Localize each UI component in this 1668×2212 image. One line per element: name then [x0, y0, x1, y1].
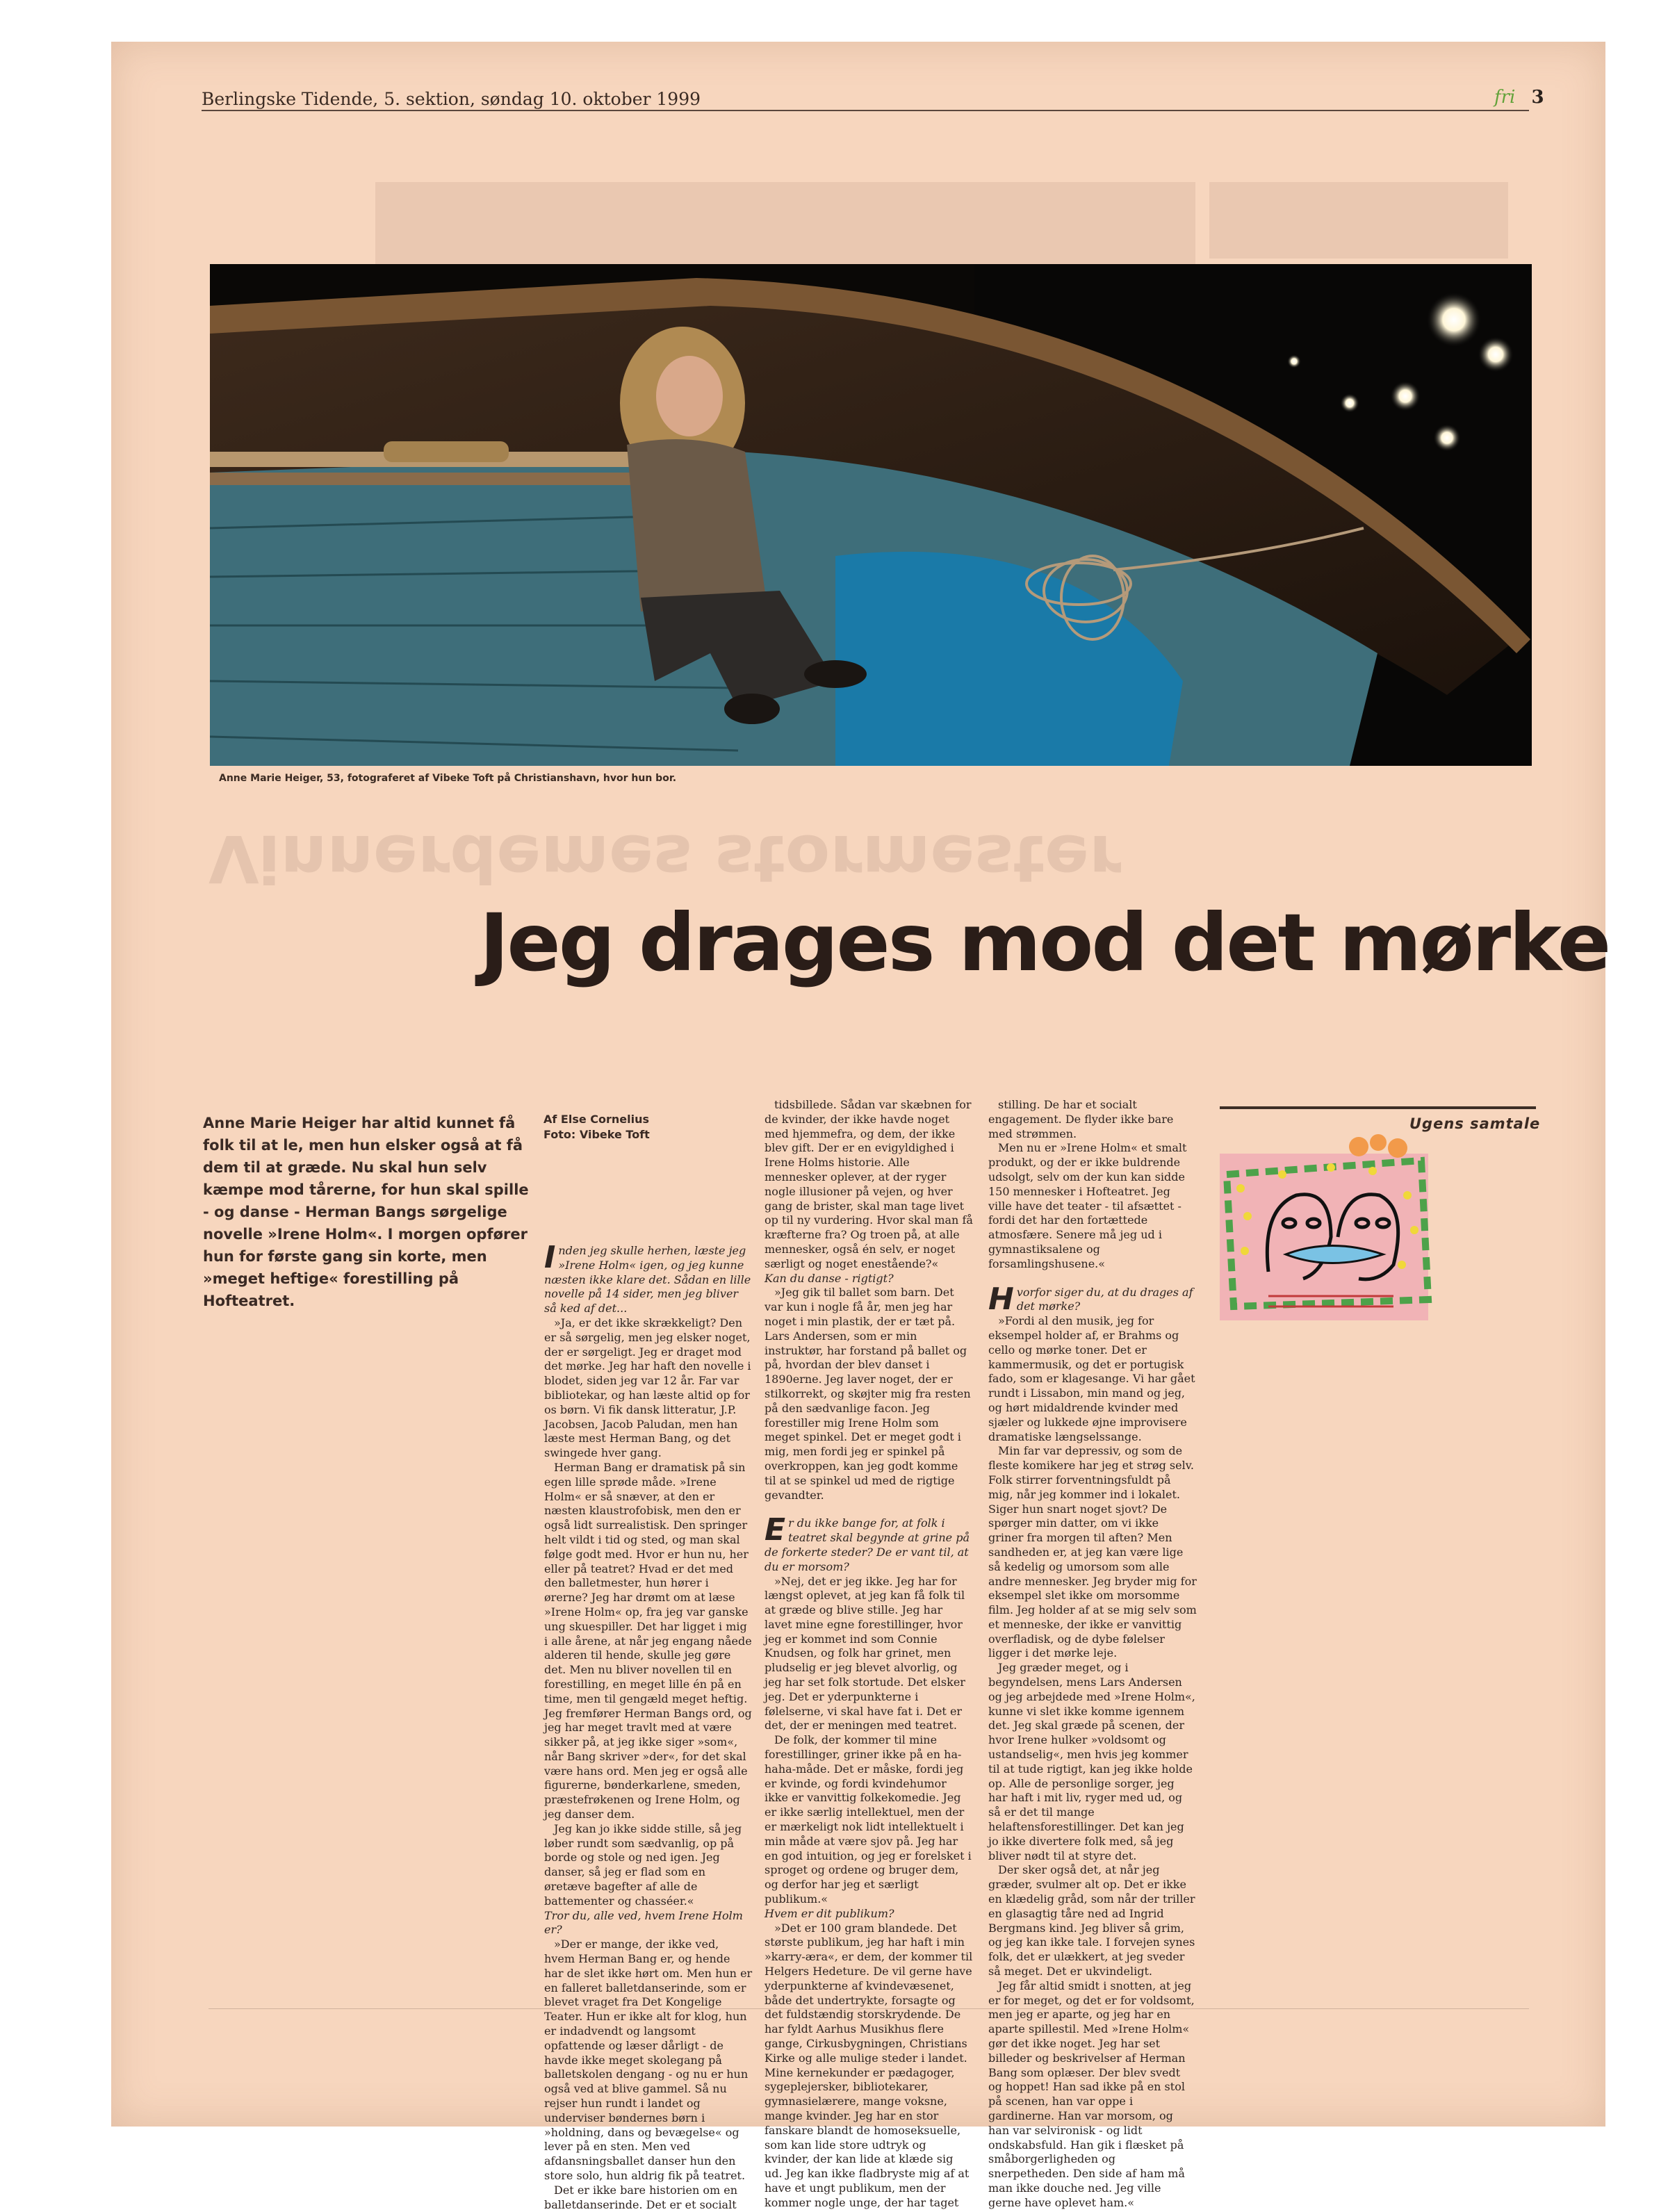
- header-rule: [202, 110, 1529, 111]
- paragraph-text: tidsbillede. Sådan var skæbnen for de kvinder, der ikke havde noget med hjemmefra, og dem, der ikke blev gift. Der er en evigyldighed i Irene Holms historie. Alle mennesker oplever, at der ryger nogle illusioner på vejen, og hver gang de brister, skal man tage livet op til ny vurdering. Hvor skal man få kræfterne fra? Og troen på, at alle mennesker, også én selv, er noget særligt og noget enestående?«: [764, 1098, 973, 1270]
- paragraph-text: Tror du, alle ved, hvem Irene Holm er?: [544, 1908, 743, 1937]
- paragraph-text: stilling. De har et socialt engagement. De flyder ikke bare med strømmen.: [988, 1098, 1174, 1140]
- photo-caption: Anne Marie Heiger, 53, fotograferet af Vibeke Toft på Christianshavn, hvor hun bor.: [219, 773, 677, 784]
- body-column-2: [764, 1098, 973, 2211]
- paragraph-text: Jeg græder meget, og i begyndelsen, mens Lars Andersen og jeg arbejdede med »Irene Holm«, kunne vi slet ikke komme igennem det. Jeg skal græde på scenen, der hvor Irene hulker »voldsomt og ustandselig«, men hvis jeg kommer til at tude rigtigt, kan jeg ikke holde op. Alle de personlige sorger, jeg har haft i mit liv, ryger med ud, og så er det til mange helaftensforestillinger. Det kan jeg jo ikke divertere folk med, så jeg bliver nødt til at styre det.: [988, 1661, 1195, 1862]
- interview-question: [764, 1272, 973, 1286]
- article-lead: Anne Marie Heiger har altid kunnet få folk til at le, men hun elsker også at få dem til at græde. Nu skal hun selv kæmpe mod tårerne, for hun skal spille - og danse - Herman Bangs sørgelige novelle »Irene Holm«. I morgen opfører hun for første gang sin korte, men »meget heftige« forestilling på Hofteatret.: [203, 1115, 529, 1309]
- body-paragraph: [544, 2184, 753, 2212]
- sidebar-label: Ugens samtale: [1409, 1115, 1541, 1132]
- paragraph-text: »Nej, det er jeg ikke. Jeg har for længst oplevet, at jeg kan få folk til at græde og blive stille. Jeg har lavet mine egne forestillinger, hvor jeg er kommet ind som Connie Knudsen, og folk har grinet, men pludselig er jeg blevet alvorlig, og jeg har set folk stortude. Det elsker jeg. Det er yderpunkterne i følelserne, vi skal have fat i. Det er det, der er meningen med teatret.: [764, 1574, 965, 1732]
- paragraph-text: »Fordi al den musik, jeg for eksempel holder af, er Brahms og cello og mørke toner. Det er kammermusik, og det er portugisk fado, som er klagesange. Vi har gået rundt i Lissabon, min mand og jeg, og hørt midaldrende kvinder med sjæler og lukkede øjne improvisere dramatiske længselssange.: [988, 1314, 1195, 1443]
- paragraph-text: Hvem er dit publikum?: [764, 1906, 894, 1920]
- paragraph-text: vorfor siger du, at du drages af det mørke?: [1016, 1285, 1193, 1313]
- paragraph-text: »Det er 100 gram blandede. Det største publikum, jeg har haft i min »karry-æra«, er dem, der kommer til Helgers Hedeture. De vil gerne have yderpunkterne af kvindevæsenet, både det undertrykte, forsagte og det fuldstændig storskrydende. De har fyldt Aarhus Musikhus flere gange, Cirkusbygningen, Christians Kirke og alle mulige steder i landet. Mine kernekunder er pædagoger, sygeplejersker, bibliotekarer, gymnasielærere, mange voksne, mange kvinder. Jeg har en stor fanskare blandt de homoseksuelle, som kan lide store udtryk og kvinder, der kan lide at klæde sig ud. Jeg kan ikke fladbryste mig af at have et ungt publikum, men der kommer nogle unge, der har taget: [764, 1921, 973, 2209]
- body-paragraph: [544, 1461, 753, 1822]
- interview-question: [764, 1907, 973, 1922]
- paragraph-text: Jeg får altid smidt i snotten, at jeg er for meget, og det er for voldsomt, men jeg er aparte, og jeg har en aparte spillestil. Med »Irene Holm« gør det ikke noget. Jeg har set billeder og beskrivelser af Herman Bang som oplæser. Der blev svedt og hoppet! Han sad ikke på en stol på scenen, han var oppe i gardinerne. Han var morsom, og han var selvironisk - og lidt ondskabsfuld. Han gik i flæsket på småborgerligheden og snerpetheden. Den side af ham må man ikke douche ned. Jeg ville gerne have oplevet ham.«: [988, 1978, 1195, 2209]
- byline-photo-credit: Foto: Vibeke Toft: [543, 1128, 650, 1141]
- drop-cap: H: [988, 1281, 1014, 1317]
- paragraph-text: Min far var depressiv, og som de fleste komikere har jeg et strøg selv. Folk stirrer forventningsfuldt på mig, når jeg kommer ind i lokalet. Siger hun snart noget sjovt? De spørger min datter, om vi ikke griner fra morgen til aften? Men sandheden er, at jeg kan være lige så kedelig og umorsom som alle andre mennesker. Jeg bryder mig for eksempel slet ikke om morsomme film. Jeg holder af at se mig selv som et menneske, der ikke er vanvittig overfladisk, og de dybe følelser ligger i det mørke leje.: [988, 1444, 1197, 1660]
- showthrough-headline: Vinnerdemes stormester: [208, 820, 1122, 896]
- running-head: Berlingske Tidende, 5. sektion, søndag 10. oktober 1999: [202, 89, 701, 109]
- interview-question: [544, 1240, 753, 1316]
- boat-scene-illustration: [210, 264, 1532, 766]
- headline: Jeg drages mod det mørke: [480, 896, 1610, 989]
- body-paragraph: [544, 1937, 753, 2184]
- body-paragraph: [764, 1286, 973, 1502]
- page-number-block: [1494, 87, 1544, 108]
- interview-question: [764, 1512, 973, 1574]
- body-column-1: [544, 1230, 753, 2212]
- bottom-rule: [208, 2008, 1529, 2009]
- body-paragraph: [764, 1098, 973, 1272]
- body-paragraph: [764, 1575, 973, 1734]
- paragraph-text: nden jeg skulle herhen, læste jeg »Irene Holm« igen, og jeg kunne næsten ikke klare det. Sådan en lille novelle på 14 sider, men jeg bliver så ked af det...: [544, 1244, 751, 1316]
- interview-question: [544, 1909, 753, 1938]
- paragraph-text: Der sker også det, at når jeg græder, svulmer alt op. Det er ikke en klædelig gråd, som når der triller en glasagtig tåre ned ad Ingrid Bergmans kind. Jeg bliver så grim, og jeg kan ikke tale. I forvejen synes folk, det er ulækkert, at jeg sveder så meget. Det er ukvindeligt.: [988, 1863, 1195, 1978]
- paragraph-text: »Ja, er det ikke skrækkeligt? Den er så sørgelig, men jeg elsker noget, der er sørgeligt. Jeg er draget mod det mørke. Jeg har haft den novelle i blodet, siden jeg var 12 år. Far var bibliotekar, og han læste altid op for os børn. Vi fik dansk litteratur, J.P. Jacobsen, Jacob Paludan, men han læste mest Herman Bang, og det swingede hver gang.: [544, 1316, 751, 1460]
- ugens-samtale-logo-artwork: [1220, 1133, 1449, 1327]
- article-photo: [210, 264, 1532, 766]
- body-paragraph: [988, 1141, 1197, 1271]
- byline-author: Af Else Cornelius: [543, 1113, 650, 1126]
- body-paragraph: [764, 1733, 973, 1907]
- page-number: 3: [1531, 87, 1544, 108]
- showthrough-block: [375, 182, 1195, 264]
- byline: [543, 1112, 766, 1142]
- section-name: fri: [1494, 87, 1516, 108]
- paragraph-text: Det er ikke bare historien om en balletdanserinde. Det er et socialt: [544, 2183, 738, 2211]
- body-paragraph: [988, 1979, 1197, 2211]
- body-paragraph: [544, 1316, 753, 1461]
- sidebar-rule: [1220, 1106, 1536, 1109]
- interview-question: [988, 1281, 1197, 1317]
- drop-cap: E: [764, 1512, 786, 1548]
- paragraph-text: De folk, der kommer til mine forestillinger, griner ikke på en ha-haha-måde. Det er måske, fordi jeg er kvinde, og fordi kvindehumor ikke er vanvittig folkekomedie. Jeg er ikke særlig intellektuel, men der er mærkeligt nok lidt intellektuelt i min måde at være sjov på. Jeg har en god intuition, og jeg er forelsket i sproget og ordene og bruger dem, og derfor har jeg et særligt publikum.«: [764, 1733, 972, 1906]
- body-paragraph: [988, 1444, 1197, 1661]
- body-paragraph: [988, 1863, 1197, 1978]
- showthrough-block: [1209, 182, 1508, 259]
- paragraph-text: »Jeg gik til ballet som barn. Det var kun i nogle få år, men jeg har noget i min plastik, der er tæt på. Lars Andersen, som er min instruktør, har forstand på ballet og på, hvordan der blev danset i 1890erne. Jeg laver noget, der er stilkorrekt, og skøjter mig fra resten på den sædvanlige facon. Jeg forestiller mig Irene Holm som meget spinkel. Det er meget godt i mig, men fordi jeg er spinkel på overkroppen, kan jeg godt komme til at se spinkel ud med de rigtige gevandter.: [764, 1286, 971, 1502]
- body-paragraph: [988, 1314, 1197, 1444]
- paragraph-text: Herman Bang er dramatisk på sin egen lille sprøde måde. »Irene Holm« er så snæver, at den er næsten klaustrofobisk, men den er også lidt surrealistisk. Den springer helt vildt i tid og sted, og man skal følge godt med. Hvor er hun nu, her eller på teatret? Hvad er det med den balletmester, hun hører i ørerne? Jeg har drømt om at læse »Irene Holm« op, fra jeg var ganske ung skuespiller. Det har ligget i mig i alle årene, at når jeg engang nåede alderen til hende, skulle jeg gøre det. Men nu bliver novellen til en forestilling, en meget lille én på en time, men til gengæld meget heftig. Jeg fremfører Herman Bangs ord, og jeg har meget travlt med at være sikker på, at jeg ikke siger »som«, når Bang skriver »der«, for det skal være hans ord. Men jeg er også alle figurerne, bønderkarlene, smeden, præstefrøkenen og Irene Holm, og jeg danser dem.: [544, 1460, 752, 1821]
- body-column-3: [988, 1098, 1197, 2211]
- paragraph-text: »Der er mange, der ikke ved, hvem Herman Bang er, og hende har de slet ikke hørt om. Men hun er en falleret balletdanserinde, som er blevet vraget fra Det Kongelige Teater. Hun er ikke alt for klog, hun er indadvendt og langsomt opfattende og læser dårligt - de havde ikke meget skolegang på balletskolen dengang - og nu er hun også ved at blive gammel. Så nu rejser hun rundt i landet og underviser bøndernes børn i »holdning, dans og bevægelse« og lever på en sten. Men ved afdansningsballet danser hun den store solo, hun aldrig fik på teatret.: [544, 1937, 753, 2182]
- body-paragraph: [988, 1661, 1197, 1863]
- paragraph-text: Men nu er »Irene Holm« et smalt produkt, og der er ikke buldrende udsolgt, selv om der kun kan sidde 150 mennesker i Hofteatret. Jeg ville have det teater - til afsættet - fordi det har den fortættede atmosfære. Senere må jeg ud i gymnastiksalene og forsamlingshusene.«: [988, 1141, 1187, 1270]
- paragraph-text: r du ikke bange for, at folk i teatret skal begynde at grine på de forkerte steder? De er vant til, at du er morsom?: [764, 1516, 970, 1573]
- body-paragraph: [764, 1922, 973, 2211]
- drop-cap: I: [544, 1240, 556, 1275]
- body-paragraph: [544, 1822, 753, 1909]
- body-paragraph: [988, 1098, 1197, 1141]
- paragraph-text: Kan du danse - rigtigt?: [764, 1271, 894, 1285]
- paragraph-text: Jeg kan jo ikke sidde stille, så jeg løber rundt som sædvanlig, op på borde og stole og ned igen. Jeg danser, så jeg er flad som en øretæve bagefter af alle de battementer og chasséer.«: [544, 1821, 742, 1908]
